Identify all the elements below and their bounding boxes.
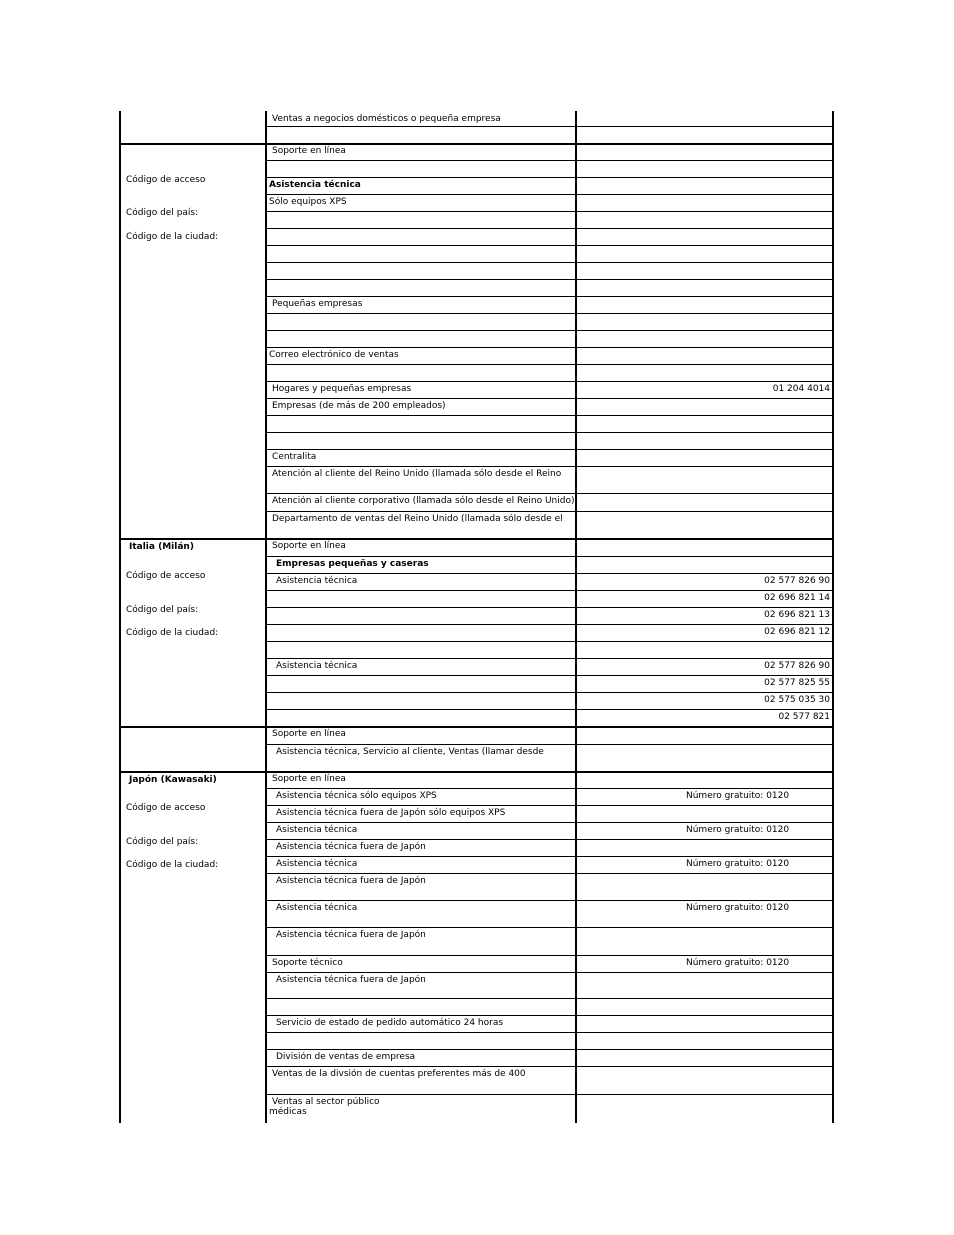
service-label: Ventas de la divsión de cuentas preferentes más de 400 (272, 1069, 526, 1079)
phone-number: Número gratuito: 0120 (686, 859, 790, 869)
service-label: Asistencia técnica (276, 903, 358, 913)
row-separator (266, 279, 834, 280)
row-separator (266, 607, 834, 608)
service-label: Asistencia técnica (276, 825, 358, 835)
service-label: Asistencia técnica fuera de Japón (276, 842, 426, 852)
phone-number: 02 577 825 55 (764, 678, 830, 688)
row-separator (266, 228, 834, 229)
row-separator (266, 998, 834, 999)
phone-number: 01 204 4014 (772, 384, 830, 394)
service-label: Ventas a negocios domésticos o pequeña empresa (272, 114, 501, 124)
section-separator (120, 726, 834, 728)
row-separator (266, 211, 834, 212)
service-label: Asistencia técnica fuera de Japón (276, 930, 426, 940)
country-name: Italia (Milán) (129, 542, 194, 552)
service-label: Asistencia técnica sólo equipos XPS (276, 791, 437, 801)
code-label: Código de la ciudad: (126, 860, 219, 870)
row-separator (266, 245, 834, 246)
service-label: Atención al cliente corporativo (llamada sólo desde el Reino Unido) (272, 496, 575, 506)
phone-number: 02 696 821 12 (764, 627, 830, 637)
code-label: Código del país: (126, 605, 199, 615)
service-label: Correo electrónico de ventas (269, 350, 399, 360)
row-separator (266, 839, 834, 840)
phone-number: 02 577 826 90 (764, 661, 830, 671)
code-label: Código del país: (126, 208, 199, 218)
row-separator (266, 573, 834, 574)
row-separator (266, 1094, 834, 1095)
section-separator (120, 143, 834, 145)
row-separator (266, 641, 834, 642)
row-separator (266, 744, 834, 745)
phone-number: 02 577 826 90 (764, 576, 830, 586)
code-label: Código de la ciudad: (126, 232, 219, 242)
phone-number: 02 696 821 14 (764, 593, 830, 603)
row-separator (266, 493, 834, 494)
service-label: Asistencia técnica fuera de Japón sólo equipos XPS (276, 808, 506, 818)
row-separator (266, 381, 834, 382)
row-separator (266, 805, 834, 806)
row-separator (266, 313, 834, 314)
row-separator (266, 398, 834, 399)
service-label: Atención al cliente del Reino Unido (llamada sólo desde el Reino (272, 469, 562, 479)
row-separator (266, 177, 834, 178)
service-label: Servicio de estado de pedido automático 24 horas (276, 1018, 504, 1028)
service-label: Soporte en línea (272, 541, 346, 551)
service-label: Sólo equipos XPS (269, 197, 347, 207)
country-name: Japón (Kawasaki) (129, 775, 217, 785)
row-separator (266, 415, 834, 416)
row-separator (266, 1049, 834, 1050)
code-label: Código del país: (126, 837, 199, 847)
row-separator (266, 1015, 834, 1016)
row-separator (266, 330, 834, 331)
service-label: Soporte en línea (272, 729, 346, 739)
service-label: Asistencia técnica (276, 576, 358, 586)
service-label: Soporte en línea (272, 146, 346, 156)
row-separator (266, 624, 834, 625)
row-separator (266, 194, 834, 195)
row-separator (266, 788, 834, 789)
service-label: Soporte en línea (272, 774, 346, 784)
service-label: Empresas (de más de 200 empleados) (272, 401, 446, 411)
service-label: Asistencia técnica (269, 180, 361, 190)
row-separator (266, 126, 834, 127)
service-label: Pequeñas empresas (272, 299, 363, 309)
code-label: Código de acceso (126, 571, 206, 581)
row-separator (266, 590, 834, 591)
section-separator (120, 538, 834, 540)
col-rule-left (119, 111, 121, 1123)
phone-number: 02 696 821 13 (764, 610, 830, 620)
row-separator (266, 556, 834, 557)
row-separator (266, 262, 834, 263)
service-label: Soporte técnico (272, 958, 343, 968)
row-separator (266, 900, 834, 901)
row-separator (266, 449, 834, 450)
service-label: Asistencia técnica (276, 859, 358, 869)
service-label: Asistencia técnica (276, 661, 358, 671)
service-label: Asistencia técnica, Servicio al cliente, Ventas (llamar desde (276, 747, 544, 757)
row-separator (266, 432, 834, 433)
service-label: Empresas pequeñas y caseras (276, 559, 429, 569)
row-separator (266, 675, 834, 676)
row-separator (266, 1066, 834, 1067)
row-separator (266, 873, 834, 874)
row-separator (266, 658, 834, 659)
service-label-continued: médicas (269, 1107, 307, 1117)
service-label: Asistencia técnica fuera de Japón (276, 876, 426, 886)
code-label: Código de acceso (126, 803, 206, 813)
row-separator (266, 296, 834, 297)
row-separator (266, 364, 834, 365)
phone-number: Número gratuito: 0120 (686, 825, 790, 835)
service-label: Centralita (272, 452, 317, 462)
row-separator (266, 511, 834, 512)
phone-number: Número gratuito: 0120 (686, 958, 790, 968)
code-label: Código de la ciudad: (126, 628, 219, 638)
row-separator (266, 347, 834, 348)
row-separator (266, 692, 834, 693)
row-separator (266, 955, 834, 956)
code-label: Código de acceso (126, 175, 206, 185)
row-separator (266, 1032, 834, 1033)
phone-number: 02 577 821 (778, 712, 830, 722)
row-separator (266, 709, 834, 710)
row-separator (266, 466, 834, 467)
row-separator (266, 927, 834, 928)
phone-number: Número gratuito: 0120 (686, 903, 790, 913)
section-separator (120, 771, 834, 773)
row-separator (266, 822, 834, 823)
phone-number: Número gratuito: 0120 (686, 791, 790, 801)
service-label: Hogares y pequeñas empresas (272, 384, 412, 394)
service-label: Asistencia técnica fuera de Japón (276, 975, 426, 985)
row-separator (266, 856, 834, 857)
row-separator (266, 972, 834, 973)
service-label: Ventas al sector público (272, 1097, 380, 1107)
row-separator (266, 160, 834, 161)
phone-number: 02 575 035 30 (764, 695, 830, 705)
service-label: División de ventas de empresa (276, 1052, 416, 1062)
service-label: Departamento de ventas del Reino Unido (llamada sólo desde el (272, 514, 563, 524)
